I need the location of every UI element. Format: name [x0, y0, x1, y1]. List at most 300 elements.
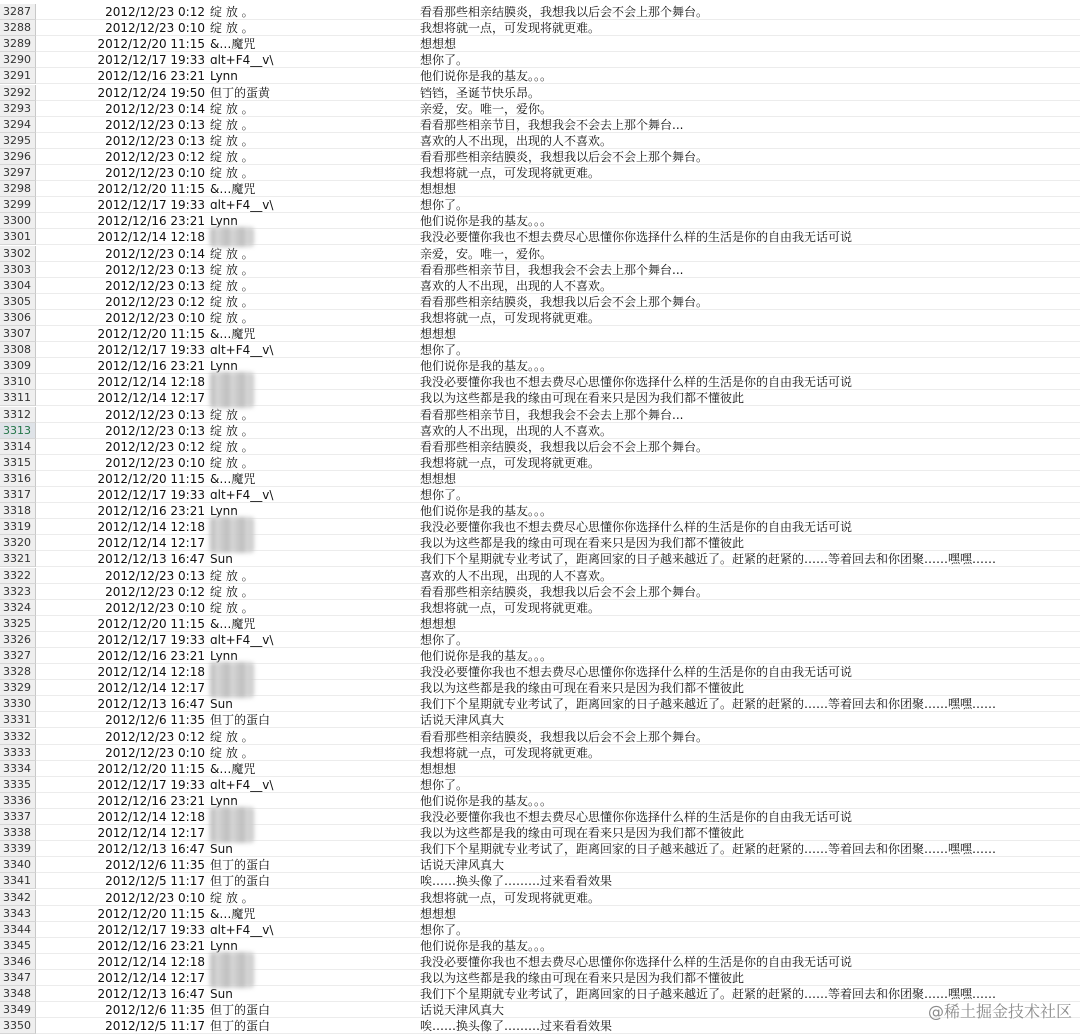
date-cell[interactable]: 2012/12/14 12:18 — [36, 519, 205, 535]
table-row[interactable] — [0, 664, 1080, 680]
name-cell[interactable]: 但丁的蛋黄 — [210, 85, 415, 101]
name-cell[interactable]: 但丁的蛋白 — [210, 857, 415, 873]
date-cell[interactable]: 2012/12/23 0:12 — [36, 4, 205, 20]
name-cell[interactable]: 绽 放 。 — [210, 310, 415, 326]
date-cell[interactable]: 2012/12/23 0:10 — [36, 165, 205, 181]
table-row[interactable] — [0, 471, 1080, 487]
name-cell[interactable]: 绽 放 。 — [210, 4, 415, 20]
name-cell[interactable]: Lynn — [210, 793, 415, 809]
message-cell[interactable]: 我没必要懂你我也不想去费尽心思懂你你选择什么样的生活是你的自由我无话可说 — [420, 809, 1080, 825]
message-cell[interactable]: 唉……换头像了………过来看看效果 — [420, 1018, 1080, 1034]
row-header[interactable]: 3314 — [0, 439, 36, 455]
table-row[interactable] — [0, 326, 1080, 342]
row-header[interactable]: 3331 — [0, 712, 36, 728]
table-row[interactable] — [0, 648, 1080, 664]
table-row[interactable] — [0, 310, 1080, 326]
row-header[interactable]: 3290 — [0, 52, 36, 68]
date-cell[interactable]: 2012/12/14 12:18 — [36, 954, 205, 970]
message-cell[interactable]: 想想想 — [420, 761, 1080, 777]
name-cell[interactable]: &…魔咒 — [210, 36, 415, 52]
message-cell[interactable]: 他们说你是我的基友。。。 — [420, 213, 1080, 229]
date-cell[interactable]: 2012/12/16 23:21 — [36, 938, 205, 954]
message-cell[interactable]: 我们下个星期就专业考试了，距离回家的日子越来越近了。赶紧的赶紧的……等着回去和你团聚……嘿嘿…… — [420, 551, 1080, 567]
name-cell[interactable]: Lynn — [210, 68, 415, 84]
date-cell[interactable]: 2012/12/14 12:18 — [36, 229, 205, 245]
row-header[interactable]: 3337 — [0, 809, 36, 825]
name-cell[interactable]: 绽 放 。 — [210, 423, 415, 439]
message-cell[interactable]: 看看那些相亲结膜炎，我想我以后会不会上那个舞台。 — [420, 584, 1080, 600]
row-header[interactable]: 3305 — [0, 294, 36, 310]
row-header[interactable]: 3333 — [0, 745, 36, 761]
name-cell[interactable]: 绽 放 。 — [210, 439, 415, 455]
row-header[interactable]: 3303 — [0, 262, 36, 278]
table-row[interactable] — [0, 584, 1080, 600]
message-cell[interactable]: 我们下个星期就专业考试了，距离回家的日子越来越近了。赶紧的赶紧的……等着回去和你团聚……嘿嘿…… — [420, 986, 1080, 1002]
name-cell[interactable]: 绽 放 。 — [210, 101, 415, 117]
message-cell[interactable]: 想你了。 — [420, 52, 1080, 68]
table-row[interactable] — [0, 423, 1080, 439]
row-header[interactable]: 3292 — [0, 85, 36, 101]
name-cell[interactable]: 但丁的蛋白 — [210, 712, 415, 728]
row-header[interactable]: 3350 — [0, 1018, 36, 1034]
name-cell[interactable]: 但丁的蛋白 — [210, 1018, 415, 1034]
table-row[interactable] — [0, 696, 1080, 712]
row-header[interactable]: 3317 — [0, 487, 36, 503]
message-cell[interactable]: 我想将就一点，可发现将就更难。 — [420, 165, 1080, 181]
message-cell[interactable]: 我没必要懂你我也不想去费尽心思懂你你选择什么样的生活是你的自由我无话可说 — [420, 664, 1080, 680]
message-cell[interactable]: 我以为这些都是我的缘由可现在看来只是因为我们都不懂彼此 — [420, 970, 1080, 986]
message-cell[interactable]: 想你了。 — [420, 197, 1080, 213]
row-header[interactable]: 3318 — [0, 503, 36, 519]
name-cell[interactable]: 绽 放 。 — [210, 407, 415, 423]
name-cell[interactable]: 绽 放 。 — [210, 149, 415, 165]
message-cell[interactable]: 想你了。 — [420, 777, 1080, 793]
date-cell[interactable]: 2012/12/16 23:21 — [36, 503, 205, 519]
row-header[interactable]: 3306 — [0, 310, 36, 326]
row-header[interactable]: 3309 — [0, 358, 36, 374]
date-cell[interactable]: 2012/12/14 12:17 — [36, 390, 205, 406]
name-cell[interactable]: 绽 放 。 — [210, 568, 415, 584]
date-cell[interactable]: 2012/12/14 12:17 — [36, 825, 205, 841]
table-row[interactable] — [0, 165, 1080, 181]
table-row[interactable] — [0, 133, 1080, 149]
message-cell[interactable]: 铛铛，圣诞节快乐昂。 — [420, 85, 1080, 101]
message-cell[interactable]: 看看那些相亲结膜炎，我想我以后会不会上那个舞台。 — [420, 149, 1080, 165]
name-cell[interactable]: 绽 放 。 — [210, 246, 415, 262]
table-row[interactable] — [0, 873, 1080, 889]
row-header[interactable]: 3340 — [0, 857, 36, 873]
row-header[interactable]: 3322 — [0, 568, 36, 584]
row-header[interactable]: 3311 — [0, 390, 36, 406]
message-cell[interactable]: 我以为这些都是我的缘由可现在看来只是因为我们都不懂彼此 — [420, 535, 1080, 551]
date-cell[interactable]: 2012/12/14 12:17 — [36, 970, 205, 986]
row-header[interactable]: 3325 — [0, 616, 36, 632]
message-cell[interactable]: 想想想 — [420, 471, 1080, 487]
row-header[interactable]: 3287 — [0, 4, 36, 20]
date-cell[interactable]: 2012/12/23 0:14 — [36, 246, 205, 262]
table-row[interactable] — [0, 841, 1080, 857]
message-cell[interactable]: 话说天津风真大 — [420, 857, 1080, 873]
table-row[interactable] — [0, 906, 1080, 922]
date-cell[interactable]: 2012/12/20 11:15 — [36, 616, 205, 632]
message-cell[interactable]: 我没必要懂你我也不想去费尽心思懂你你选择什么样的生活是你的自由我无话可说 — [420, 229, 1080, 245]
name-cell[interactable]: ɑlt+F4__v\ — [210, 487, 415, 503]
date-cell[interactable]: 2012/12/16 23:21 — [36, 213, 205, 229]
name-cell[interactable]: Lynn — [210, 213, 415, 229]
date-cell[interactable]: 2012/12/20 11:15 — [36, 326, 205, 342]
table-row[interactable] — [0, 4, 1080, 20]
message-cell[interactable]: 喜欢的人不出现，出现的人不喜欢。 — [420, 133, 1080, 149]
table-row[interactable] — [0, 632, 1080, 648]
row-header[interactable]: 3301 — [0, 229, 36, 245]
message-cell[interactable]: 他们说你是我的基友。。。 — [420, 938, 1080, 954]
date-cell[interactable]: 2012/12/20 11:15 — [36, 906, 205, 922]
date-cell[interactable]: 2012/12/23 0:12 — [36, 584, 205, 600]
table-row[interactable] — [0, 857, 1080, 873]
name-cell[interactable]: 绽 放 。 — [210, 117, 415, 133]
table-row[interactable] — [0, 213, 1080, 229]
name-cell[interactable]: Sun — [210, 551, 415, 567]
date-cell[interactable]: 2012/12/20 11:15 — [36, 471, 205, 487]
row-header[interactable]: 3313 — [0, 423, 36, 439]
row-header[interactable]: 3294 — [0, 117, 36, 133]
row-header[interactable]: 3346 — [0, 954, 36, 970]
message-cell[interactable]: 想想想 — [420, 181, 1080, 197]
name-cell[interactable]: ɑlt+F4__v\ — [210, 632, 415, 648]
name-cell[interactable]: &…魔咒 — [210, 471, 415, 487]
row-header[interactable]: 3307 — [0, 326, 36, 342]
row-header[interactable]: 3293 — [0, 101, 36, 117]
date-cell[interactable]: 2012/12/23 0:10 — [36, 890, 205, 906]
message-cell[interactable]: 看看那些相亲结膜炎，我想我以后会不会上那个舞台。 — [420, 294, 1080, 310]
table-row[interactable] — [0, 229, 1080, 245]
table-row[interactable] — [0, 519, 1080, 535]
message-cell[interactable]: 他们说你是我的基友。。。 — [420, 503, 1080, 519]
date-cell[interactable]: 2012/12/16 23:21 — [36, 68, 205, 84]
name-cell[interactable]: Lynn — [210, 938, 415, 954]
message-cell[interactable]: 我想将就一点，可发现将就更难。 — [420, 455, 1080, 471]
date-cell[interactable]: 2012/12/23 0:13 — [36, 117, 205, 133]
table-row[interactable] — [0, 487, 1080, 503]
name-cell[interactable]: 绽 放 。 — [210, 890, 415, 906]
date-cell[interactable]: 2012/12/13 16:47 — [36, 841, 205, 857]
table-row[interactable] — [0, 85, 1080, 101]
message-cell[interactable]: 想想想 — [420, 326, 1080, 342]
date-cell[interactable]: 2012/12/16 23:21 — [36, 358, 205, 374]
name-cell[interactable]: 绽 放 。 — [210, 133, 415, 149]
name-cell[interactable]: &…魔咒 — [210, 761, 415, 777]
table-row[interactable] — [0, 358, 1080, 374]
row-header[interactable]: 3332 — [0, 729, 36, 745]
name-cell[interactable]: Sun — [210, 696, 415, 712]
date-cell[interactable]: 2012/12/14 12:18 — [36, 374, 205, 390]
message-cell[interactable]: 想你了。 — [420, 922, 1080, 938]
date-cell[interactable]: 2012/12/23 0:13 — [36, 407, 205, 423]
row-header[interactable]: 3349 — [0, 1002, 36, 1018]
message-cell[interactable]: 我想将就一点，可发现将就更难。 — [420, 20, 1080, 36]
date-cell[interactable]: 2012/12/6 11:35 — [36, 857, 205, 873]
date-cell[interactable]: 2012/12/17 19:33 — [36, 922, 205, 938]
message-cell[interactable]: 我想将就一点，可发现将就更难。 — [420, 890, 1080, 906]
table-row[interactable] — [0, 52, 1080, 68]
row-header[interactable]: 3330 — [0, 696, 36, 712]
message-cell[interactable]: 我没必要懂你我也不想去费尽心思懂你你选择什么样的生活是你的自由我无话可说 — [420, 519, 1080, 535]
message-cell[interactable]: 看看那些相亲节目，我想我会不会去上那个舞台... — [420, 262, 1080, 278]
date-cell[interactable]: 2012/12/23 0:14 — [36, 101, 205, 117]
message-cell[interactable]: 喜欢的人不出现，出现的人不喜欢。 — [420, 423, 1080, 439]
name-cell[interactable]: 绽 放 。 — [210, 294, 415, 310]
table-row[interactable] — [0, 374, 1080, 390]
date-cell[interactable]: 2012/12/23 0:10 — [36, 310, 205, 326]
row-header[interactable]: 3312 — [0, 407, 36, 423]
table-row[interactable] — [0, 149, 1080, 165]
name-cell[interactable]: ɑlt+F4__v\ — [210, 197, 415, 213]
row-header[interactable]: 3315 — [0, 455, 36, 471]
row-header[interactable]: 3288 — [0, 20, 36, 36]
date-cell[interactable]: 2012/12/17 19:33 — [36, 777, 205, 793]
date-cell[interactable]: 2012/12/23 0:13 — [36, 278, 205, 294]
row-header[interactable]: 3326 — [0, 632, 36, 648]
row-header[interactable]: 3329 — [0, 680, 36, 696]
date-cell[interactable]: 2012/12/13 16:47 — [36, 696, 205, 712]
message-cell[interactable]: 看看那些相亲结膜炎，我想我以后会不会上那个舞台。 — [420, 4, 1080, 20]
row-header[interactable]: 3302 — [0, 246, 36, 262]
row-header[interactable]: 3335 — [0, 777, 36, 793]
row-header[interactable]: 3327 — [0, 648, 36, 664]
row-header[interactable]: 3295 — [0, 133, 36, 149]
row-header[interactable]: 3334 — [0, 761, 36, 777]
message-cell[interactable]: 看看那些相亲结膜炎，我想我以后会不会上那个舞台。 — [420, 439, 1080, 455]
date-cell[interactable]: 2012/12/23 0:10 — [36, 20, 205, 36]
message-cell[interactable]: 他们说你是我的基友。。。 — [420, 648, 1080, 664]
name-cell[interactable]: &…魔咒 — [210, 181, 415, 197]
date-cell[interactable]: 2012/12/24 19:50 — [36, 85, 205, 101]
message-cell[interactable]: 想你了。 — [420, 342, 1080, 358]
row-header[interactable]: 3289 — [0, 36, 36, 52]
date-cell[interactable]: 2012/12/14 12:18 — [36, 809, 205, 825]
message-cell[interactable]: 看看那些相亲节目，我想我会不会去上那个舞台... — [420, 117, 1080, 133]
row-header[interactable]: 3304 — [0, 278, 36, 294]
name-cell[interactable]: 绽 放 。 — [210, 20, 415, 36]
message-cell[interactable]: 我想将就一点，可发现将就更难。 — [420, 745, 1080, 761]
name-cell[interactable]: ɑlt+F4__v\ — [210, 777, 415, 793]
message-cell[interactable]: 看看那些相亲节目，我想我会不会去上那个舞台... — [420, 407, 1080, 423]
date-cell[interactable]: 2012/12/20 11:15 — [36, 181, 205, 197]
name-cell[interactable]: 绽 放 。 — [210, 262, 415, 278]
table-row[interactable] — [0, 712, 1080, 728]
table-row[interactable] — [0, 181, 1080, 197]
table-row[interactable] — [0, 745, 1080, 761]
date-cell[interactable]: 2012/12/17 19:33 — [36, 632, 205, 648]
name-cell[interactable]: 但丁的蛋白 — [210, 1002, 415, 1018]
name-cell[interactable]: 绽 放 。 — [210, 729, 415, 745]
row-header[interactable]: 3308 — [0, 342, 36, 358]
row-header[interactable]: 3320 — [0, 535, 36, 551]
message-cell[interactable]: 想想想 — [420, 906, 1080, 922]
table-row[interactable] — [0, 890, 1080, 906]
row-header[interactable]: 3341 — [0, 873, 36, 889]
row-header[interactable]: 3296 — [0, 149, 36, 165]
row-header[interactable]: 3316 — [0, 471, 36, 487]
date-cell[interactable]: 2012/12/6 11:35 — [36, 1002, 205, 1018]
name-cell[interactable]: 绽 放 。 — [210, 165, 415, 181]
row-header[interactable]: 3297 — [0, 165, 36, 181]
table-row[interactable] — [0, 568, 1080, 584]
message-cell[interactable]: 看看那些相亲结膜炎，我想我以后会不会上那个舞台。 — [420, 729, 1080, 745]
name-cell[interactable]: 但丁的蛋白 — [210, 873, 415, 889]
date-cell[interactable]: 2012/12/6 11:35 — [36, 712, 205, 728]
name-cell[interactable]: Lynn — [210, 648, 415, 664]
row-header[interactable]: 3310 — [0, 374, 36, 390]
name-cell[interactable]: ɑlt+F4__v\ — [210, 342, 415, 358]
message-cell[interactable]: 话说天津风真大 — [420, 712, 1080, 728]
date-cell[interactable]: 2012/12/23 0:10 — [36, 745, 205, 761]
date-cell[interactable]: 2012/12/23 0:13 — [36, 133, 205, 149]
table-row[interactable] — [0, 117, 1080, 133]
message-cell[interactable]: 想想想 — [420, 616, 1080, 632]
message-cell[interactable]: 想你了。 — [420, 632, 1080, 648]
name-cell[interactable]: &…魔咒 — [210, 906, 415, 922]
row-header[interactable]: 3328 — [0, 664, 36, 680]
date-cell[interactable]: 2012/12/20 11:15 — [36, 36, 205, 52]
name-cell[interactable]: Sun — [210, 986, 415, 1002]
message-cell[interactable]: 想你了。 — [420, 487, 1080, 503]
row-header[interactable]: 3336 — [0, 793, 36, 809]
table-row[interactable] — [0, 262, 1080, 278]
table-row[interactable] — [0, 455, 1080, 471]
name-cell[interactable]: Sun — [210, 841, 415, 857]
table-row[interactable] — [0, 970, 1080, 986]
message-cell[interactable]: 喜欢的人不出现，出现的人不喜欢。 — [420, 568, 1080, 584]
table-row[interactable] — [0, 954, 1080, 970]
row-header[interactable]: 3345 — [0, 938, 36, 954]
table-row[interactable] — [0, 20, 1080, 36]
name-cell[interactable]: ɑlt+F4__v\ — [210, 52, 415, 68]
table-row[interactable] — [0, 294, 1080, 310]
row-header[interactable]: 3300 — [0, 213, 36, 229]
date-cell[interactable]: 2012/12/13 16:47 — [36, 551, 205, 567]
row-header[interactable]: 3338 — [0, 825, 36, 841]
date-cell[interactable]: 2012/12/13 16:47 — [36, 986, 205, 1002]
date-cell[interactable]: 2012/12/23 0:12 — [36, 439, 205, 455]
name-cell[interactable]: &…魔咒 — [210, 326, 415, 342]
message-cell[interactable]: 我们下个星期就专业考试了，距离回家的日子越来越近了。赶紧的赶紧的……等着回去和你团聚……嘿嘿…… — [420, 696, 1080, 712]
row-header[interactable]: 3347 — [0, 970, 36, 986]
date-cell[interactable]: 2012/12/14 12:17 — [36, 535, 205, 551]
date-cell[interactable]: 2012/12/14 12:17 — [36, 680, 205, 696]
date-cell[interactable]: 2012/12/23 0:10 — [36, 600, 205, 616]
table-row[interactable] — [0, 680, 1080, 696]
row-header[interactable]: 3342 — [0, 890, 36, 906]
row-header[interactable]: 3319 — [0, 519, 36, 535]
message-cell[interactable]: 我以为这些都是我的缘由可现在看来只是因为我们都不懂彼此 — [420, 825, 1080, 841]
message-cell[interactable]: 他们说你是我的基友。。。 — [420, 793, 1080, 809]
table-row[interactable] — [0, 1002, 1080, 1018]
table-row[interactable] — [0, 246, 1080, 262]
message-cell[interactable]: 我想将就一点，可发现将就更难。 — [420, 600, 1080, 616]
message-cell[interactable]: 我以为这些都是我的缘由可现在看来只是因为我们都不懂彼此 — [420, 390, 1080, 406]
message-cell[interactable]: 喜欢的人不出现，出现的人不喜欢。 — [420, 278, 1080, 294]
date-cell[interactable]: 2012/12/23 0:13 — [36, 423, 205, 439]
name-cell[interactable]: 绽 放 。 — [210, 455, 415, 471]
message-cell[interactable]: 亲爱，安。唯一，爱你。 — [420, 101, 1080, 117]
message-cell[interactable]: 亲爱，安。唯一，爱你。 — [420, 246, 1080, 262]
row-header[interactable]: 3324 — [0, 600, 36, 616]
date-cell[interactable]: 2012/12/23 0:12 — [36, 149, 205, 165]
name-cell[interactable]: 绽 放 。 — [210, 600, 415, 616]
table-row[interactable] — [0, 777, 1080, 793]
table-row[interactable] — [0, 616, 1080, 632]
table-row[interactable] — [0, 407, 1080, 423]
message-cell[interactable]: 唉……换头像了………过来看看效果 — [420, 873, 1080, 889]
date-cell[interactable]: 2012/12/20 11:15 — [36, 761, 205, 777]
table-row[interactable] — [0, 101, 1080, 117]
message-cell[interactable]: 我没必要懂你我也不想去费尽心思懂你你选择什么样的生活是你的自由我无话可说 — [420, 374, 1080, 390]
date-cell[interactable]: 2012/12/16 23:21 — [36, 648, 205, 664]
row-header[interactable]: 3339 — [0, 841, 36, 857]
row-header[interactable]: 3343 — [0, 906, 36, 922]
table-row[interactable] — [0, 197, 1080, 213]
name-cell[interactable]: ɑlt+F4__v\ — [210, 922, 415, 938]
table-row[interactable] — [0, 439, 1080, 455]
table-row[interactable] — [0, 551, 1080, 567]
row-header[interactable]: 3299 — [0, 197, 36, 213]
name-cell[interactable]: 绽 放 。 — [210, 278, 415, 294]
table-row[interactable] — [0, 342, 1080, 358]
row-header[interactable]: 3298 — [0, 181, 36, 197]
message-cell[interactable]: 他们说你是我的基友。。。 — [420, 68, 1080, 84]
table-row[interactable] — [0, 825, 1080, 841]
name-cell[interactable]: &…魔咒 — [210, 616, 415, 632]
row-header[interactable]: 3344 — [0, 922, 36, 938]
date-cell[interactable]: 2012/12/17 19:33 — [36, 487, 205, 503]
table-row[interactable] — [0, 1018, 1080, 1034]
name-cell[interactable]: 绽 放 。 — [210, 745, 415, 761]
row-header[interactable]: 3291 — [0, 68, 36, 84]
name-cell[interactable]: 绽 放 。 — [210, 584, 415, 600]
date-cell[interactable]: 2012/12/23 0:12 — [36, 729, 205, 745]
date-cell[interactable]: 2012/12/14 12:18 — [36, 664, 205, 680]
table-row[interactable] — [0, 761, 1080, 777]
table-row[interactable] — [0, 535, 1080, 551]
table-row[interactable] — [0, 68, 1080, 84]
date-cell[interactable]: 2012/12/23 0:13 — [36, 262, 205, 278]
message-cell[interactable]: 我以为这些都是我的缘由可现在看来只是因为我们都不懂彼此 — [420, 680, 1080, 696]
table-row[interactable] — [0, 809, 1080, 825]
row-header[interactable]: 3321 — [0, 551, 36, 567]
table-row[interactable] — [0, 278, 1080, 294]
message-cell[interactable]: 我想将就一点，可发现将就更难。 — [420, 310, 1080, 326]
date-cell[interactable]: 2012/12/23 0:13 — [36, 568, 205, 584]
table-row[interactable] — [0, 390, 1080, 406]
date-cell[interactable]: 2012/12/16 23:21 — [36, 793, 205, 809]
table-row[interactable] — [0, 793, 1080, 809]
table-row[interactable] — [0, 986, 1080, 1002]
table-row[interactable] — [0, 36, 1080, 52]
message-cell[interactable]: 我没必要懂你我也不想去费尽心思懂你你选择什么样的生活是你的自由我无话可说 — [420, 954, 1080, 970]
date-cell[interactable]: 2012/12/5 11:17 — [36, 873, 205, 889]
row-header[interactable]: 3348 — [0, 986, 36, 1002]
date-cell[interactable]: 2012/12/17 19:33 — [36, 52, 205, 68]
table-row[interactable] — [0, 729, 1080, 745]
date-cell[interactable]: 2012/12/5 11:17 — [36, 1018, 205, 1034]
table-row[interactable] — [0, 600, 1080, 616]
table-row[interactable] — [0, 503, 1080, 519]
message-cell[interactable]: 话说天津风真大 — [420, 1002, 1080, 1018]
date-cell[interactable]: 2012/12/17 19:33 — [36, 342, 205, 358]
message-cell[interactable]: 我们下个星期就专业考试了，距离回家的日子越来越近了。赶紧的赶紧的……等着回去和你团聚……嘿嘿…… — [420, 841, 1080, 857]
message-cell[interactable]: 想想想 — [420, 36, 1080, 52]
